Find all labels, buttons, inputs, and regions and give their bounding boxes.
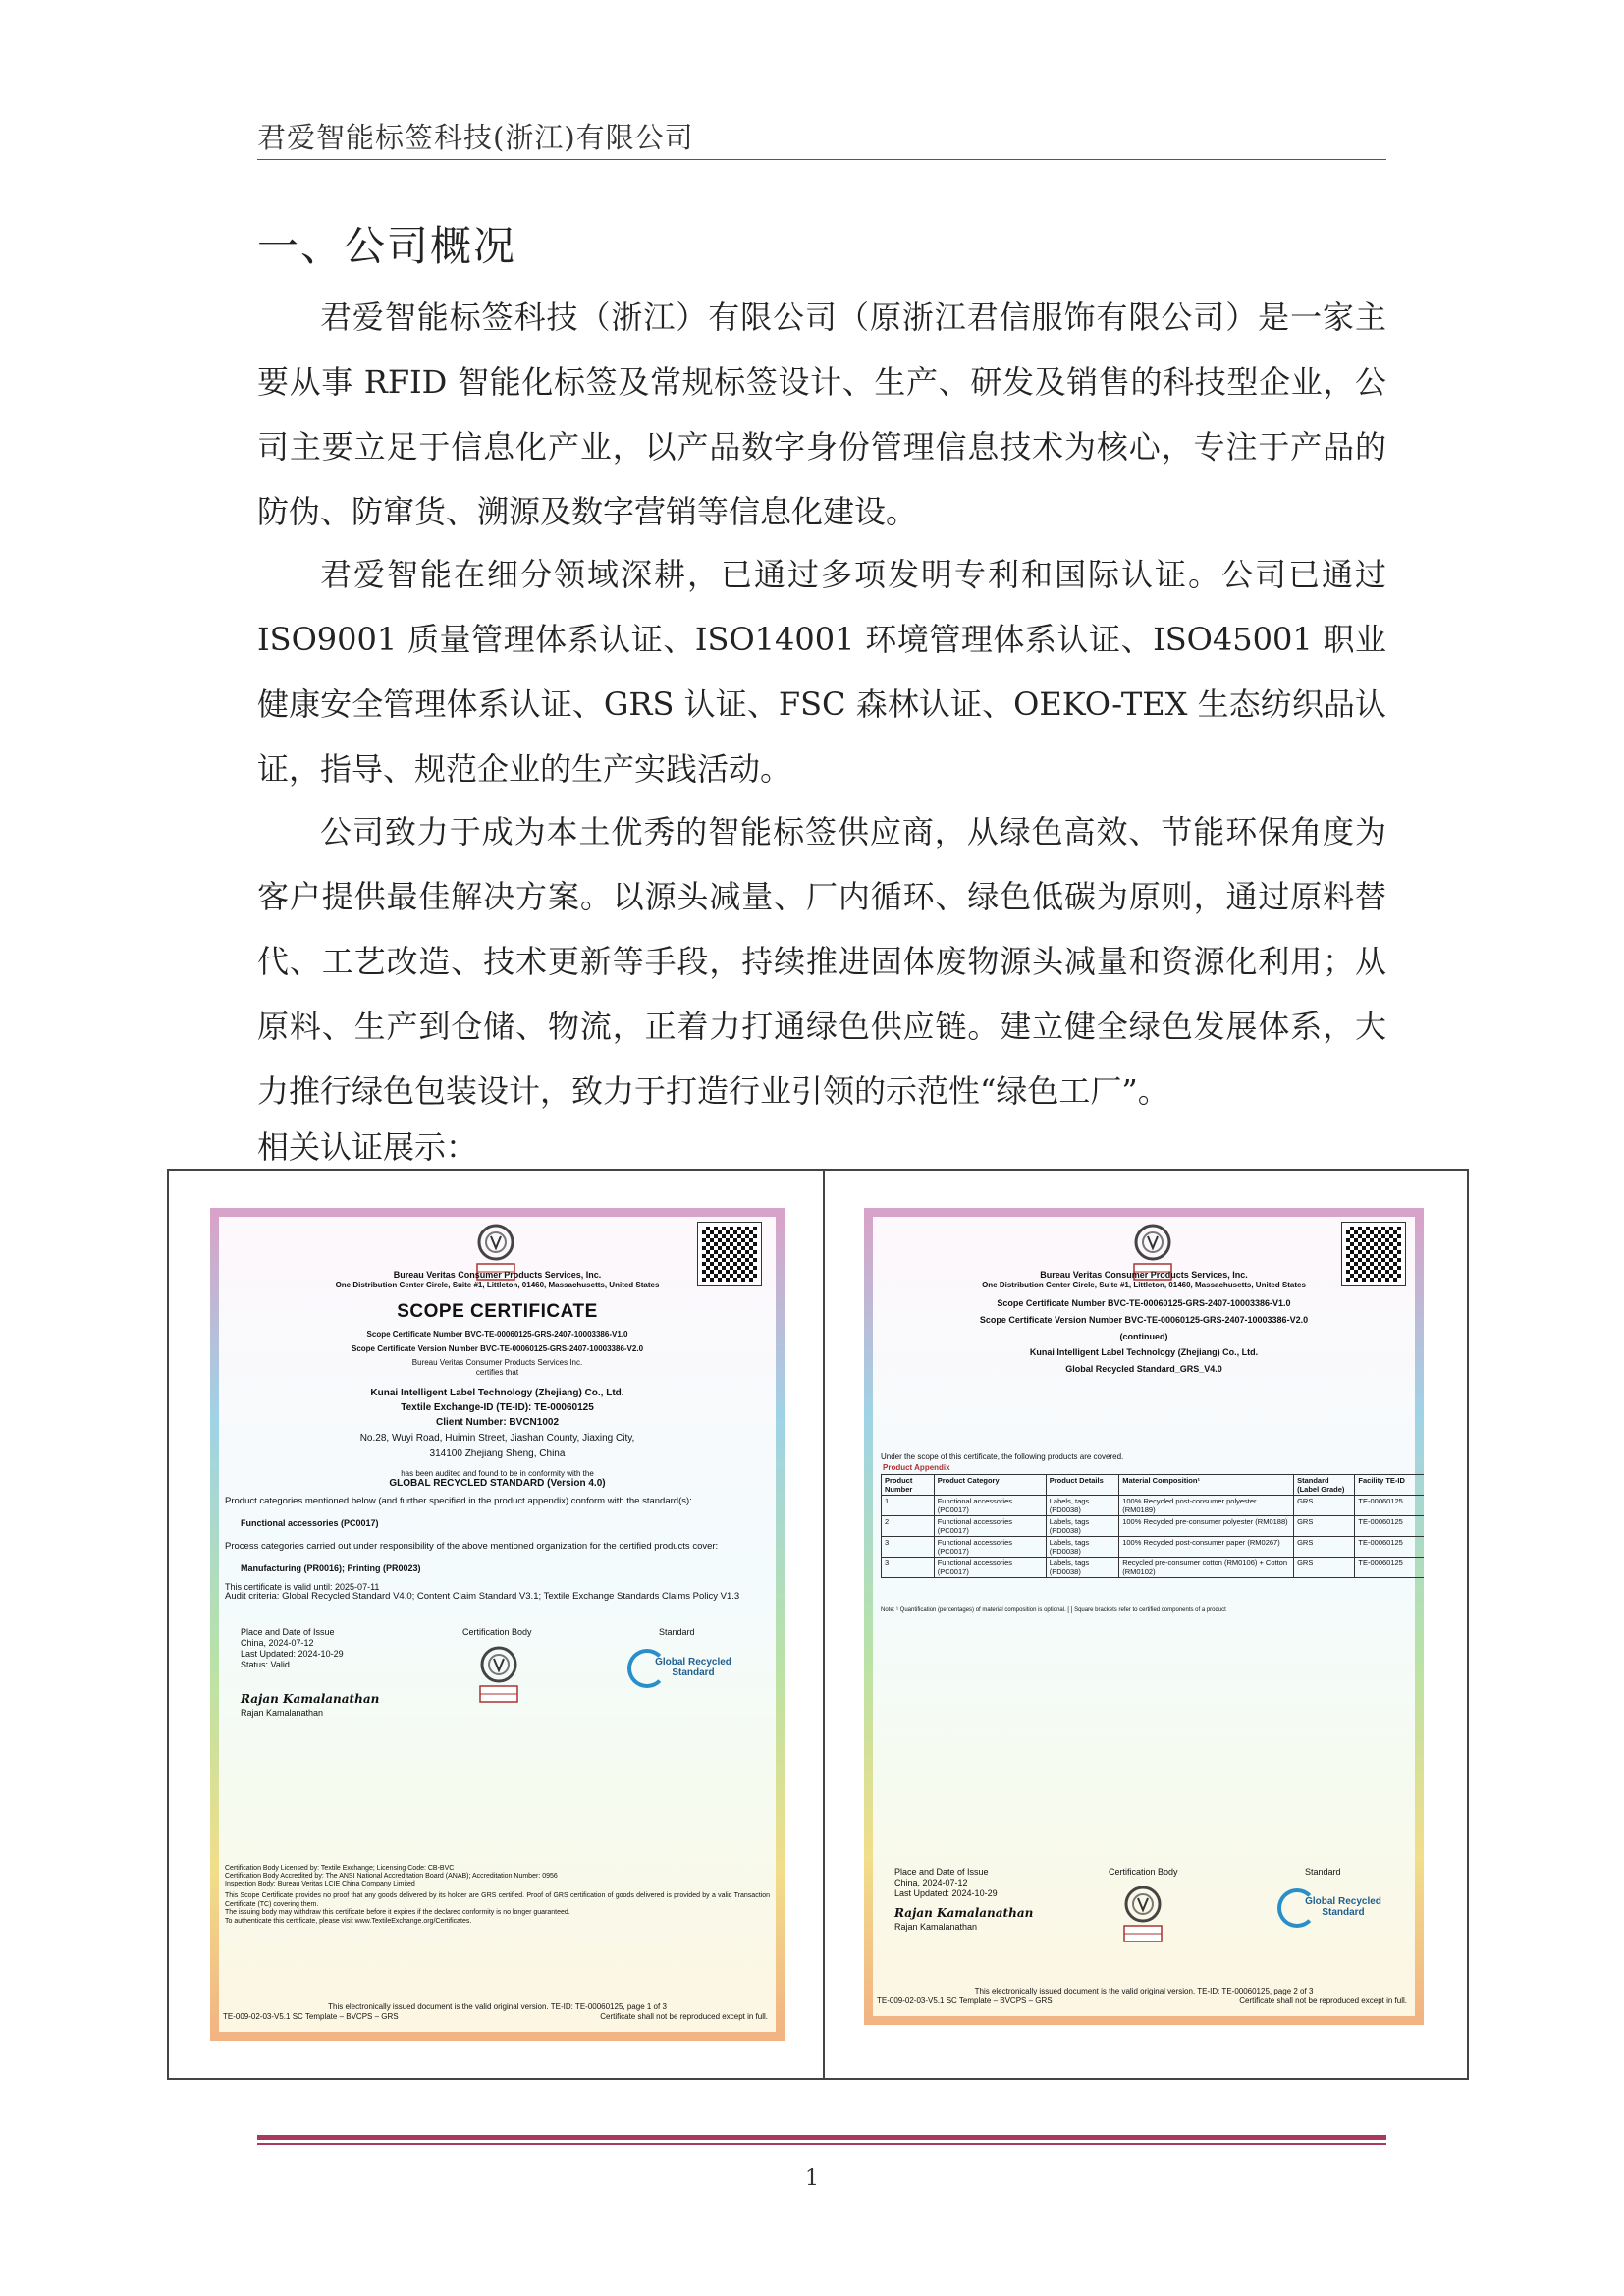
product-category-value: Functional accessories (PC0017) bbox=[241, 1518, 379, 1528]
bureau-veritas-seal-icon bbox=[1120, 1885, 1165, 1945]
electronic-original-note: This electronically issued document is the valid original version. TE-ID: TE-00060125, page 2 of 3 bbox=[974, 1987, 1314, 1995]
paragraph-green-development: 公司致力于成为本土优秀的智能标签供应商，从绿色高效、节能环保角度为客户提供最佳解决方案。以源头减量、厂内循环、绿色低碳为原则，通过原料替代、工艺改造、技术更新等手段，持续推进固体废物源头减量和资源化利用；从原料、生产到仓储、物流，正着力打通绿色供应链。建立健全绿色发展体系，大力推行绿色包装设计，致力于打造行业引领的示范性“绿色工厂”。 bbox=[257, 813, 1386, 1110]
grs-logo bbox=[627, 1647, 743, 1690]
column-header: Product Category bbox=[934, 1475, 1046, 1496]
signature: Rajan Kamalanathan bbox=[894, 1906, 1034, 1920]
continued-label: (continued) bbox=[1119, 1332, 1168, 1341]
column-header: Product Number bbox=[882, 1475, 935, 1496]
company-address-line-1: No.28, Wuyi Road, Huimin Street, Jiashan County, Jiaxing City, bbox=[359, 1433, 635, 1444]
certifies-issuer: Bureau Veritas Consumer Products Services Inc. bbox=[411, 1358, 583, 1367]
template-code: TE-009-02-03-V5.1 SC Template – BVCPS – GRS bbox=[223, 2012, 399, 2021]
table-cell: Functional accessories (PC0017) bbox=[934, 1537, 1046, 1558]
footer-rule-thin bbox=[257, 2143, 1386, 2145]
last-updated: Last Updated: 2024-10-29 bbox=[241, 1649, 344, 1659]
table-cell: 1 bbox=[882, 1496, 935, 1516]
column-header: Facility TE-ID bbox=[1355, 1475, 1424, 1496]
table-cell: TE-00060125 bbox=[1355, 1516, 1424, 1537]
scope-version-number: Scope Certificate Version Number BVC-TE-00060125-GRS-2407-10003386-V2.0 bbox=[351, 1344, 644, 1353]
grs-logo-text: Global Recycled Standard bbox=[655, 1657, 731, 1678]
table-cell: Functional accessories (PC0017) bbox=[934, 1558, 1046, 1578]
table-row bbox=[882, 1516, 1425, 1537]
place-date-label: Place and Date of Issue bbox=[894, 1867, 989, 1877]
table-cell: Labels, tags (PD0038) bbox=[1046, 1516, 1118, 1537]
place-date-value: China, 2024-07-12 bbox=[241, 1638, 314, 1648]
table-cell: 100% Recycled post-consumer polyester (RM0189) bbox=[1119, 1496, 1294, 1516]
process-categories-text: Process categories carried out under responsibility of the above mentioned organization for the certified products cover: bbox=[225, 1541, 719, 1552]
paragraph-certifications: 君爱智能在细分领域深耕，已通过多项发明专利和国际认证。公司已通过 ISO9001 质量管理体系认证、ISO14001 环境管理体系认证、ISO45001 职业健康安全管理体系认证、GRS 认证、FSC 森林认证、OEKO-TEX 生态纺织品认证，指导、规范企业的生产实践活动。 bbox=[257, 556, 1386, 788]
table-header-row bbox=[882, 1475, 1425, 1496]
scope-version-number: Scope Certificate Version Number BVC-TE-00060125-GRS-2407-10003386-V2.0 bbox=[979, 1315, 1309, 1325]
product-appendix-table bbox=[881, 1474, 1424, 1578]
fine-print-licensing: Certification Body Licensed by: Textile Exchange; Licensing Code: CB-BVC bbox=[225, 1865, 455, 1872]
process-category-value: Manufacturing (PR0016); Printing (PR0023) bbox=[241, 1563, 421, 1573]
paragraph-intro: 君爱智能标签科技（浙江）有限公司（原浙江君信服饰有限公司）是一家主要从事 RFID 智能化标签及常规标签设计、生产、研发及销售的科技型企业，公司主要立足于信息化产业，以产品数字身份管理信息技术为核心，专注于产品的防伪、防窜货、溯源及数字营销等信息化建设。 bbox=[257, 299, 1386, 530]
certificate-page-2 bbox=[864, 1208, 1424, 2025]
column-header: Material Composition¹ bbox=[1119, 1475, 1294, 1496]
certificate-body bbox=[873, 1217, 1415, 2016]
fine-print-inspection-body: Inspection Body: Bureau Veritas LCIE China Company Limited bbox=[225, 1881, 415, 1887]
reproduction-note: Certificate shall not be reproduced except in full. bbox=[600, 2012, 768, 2021]
standard-name: Global Recycled Standard_GRS_V4.0 bbox=[1065, 1364, 1222, 1374]
product-appendix-title: Product Appendix bbox=[883, 1463, 950, 1472]
fine-print-proof: This Scope Certificate provides no proof that any goods delivered by its holder are GRS certified. Proof of GRS certification of goods delivered is provided by a valid Transaction Certificate (TC) covering them. bbox=[225, 1892, 770, 1908]
company-address-line-2: 314100 Zhejiang Sheng, China bbox=[429, 1449, 566, 1459]
template-code: TE-009-02-03-V5.1 SC Template – BVCPS – GRS bbox=[877, 1996, 1053, 2005]
page-number: 1 bbox=[805, 2166, 819, 2191]
scope-note: Under the scope of this certificate, the following products are covered. bbox=[881, 1452, 1124, 1461]
table-cell: 100% Recycled pre-consumer polyester (RM0188) bbox=[1119, 1516, 1294, 1537]
client-number: Client Number: BVCN1002 bbox=[435, 1417, 560, 1428]
audit-criteria: Audit criteria: Global Recycled Standard V4.0; Content Claim Standard V3.1; Textile Exchange Standards Claims Policy V1.3 bbox=[225, 1591, 740, 1602]
certificate-title: SCOPE CERTIFICATE bbox=[397, 1301, 598, 1322]
certificate-page-1 bbox=[210, 1208, 785, 2041]
certificates-display-label: 相关认证展示： bbox=[257, 1128, 478, 1166]
signatory-name: Rajan Kamalanathan bbox=[241, 1708, 324, 1718]
table-cell: Functional accessories (PC0017) bbox=[934, 1496, 1046, 1516]
status: Status: Valid bbox=[241, 1660, 290, 1669]
grs-logo-text: Global Recycled Standard bbox=[1305, 1896, 1381, 1918]
electronic-original-note: This electronically issued document is the valid original version. TE-ID: TE-00060125, page 1 of 3 bbox=[328, 2002, 667, 2011]
table-cell: TE-00060125 bbox=[1355, 1537, 1424, 1558]
last-updated: Last Updated: 2024-10-29 bbox=[894, 1888, 998, 1898]
product-categories-text: Product categories mentioned below (and further specified in the product appendix) conform with the standard(s): bbox=[225, 1496, 692, 1506]
issuer-address: One Distribution Center Circle, Suite #1, Littleton, 01460, Massachusetts, United States bbox=[335, 1281, 660, 1289]
certification-body-label: Certification Body bbox=[1109, 1867, 1178, 1877]
table-cell: Labels, tags (PD0038) bbox=[1046, 1496, 1118, 1516]
standard-name: GLOBAL RECYCLED STANDARD (Version 4.0) bbox=[389, 1478, 606, 1489]
fine-print-authenticate: To authenticate this certificate, please visit www.TextileExchange.org/Certificates. bbox=[225, 1918, 472, 1925]
table-cell: Functional accessories (PC0017) bbox=[934, 1516, 1046, 1537]
grs-logo bbox=[1277, 1886, 1393, 1930]
header-rule bbox=[257, 159, 1386, 160]
table-row bbox=[882, 1558, 1425, 1578]
table-cell: GRS bbox=[1294, 1496, 1355, 1516]
valid-until: This certificate is valid until: 2025-07-11 bbox=[225, 1582, 380, 1592]
standard-label: Standard bbox=[1305, 1867, 1341, 1877]
table-note: Note: ¹ Quantification (percentages) of material composition is optional. [ ] Square brackets refer to certified components of a product bbox=[881, 1607, 1226, 1613]
bureau-veritas-seal-icon bbox=[476, 1645, 521, 1706]
footer-rule bbox=[257, 2135, 1386, 2140]
te-id: Textile Exchange-ID (TE-ID): TE-00060125 bbox=[401, 1402, 594, 1413]
signature: Rajan Kamalanathan bbox=[241, 1692, 380, 1706]
table-cell: Labels, tags (PD0038) bbox=[1046, 1537, 1118, 1558]
certificate-body bbox=[219, 1217, 776, 2032]
issuer-name: Bureau Veritas Consumer Products Services, Inc. bbox=[393, 1270, 602, 1280]
table-cell: Recycled pre-consumer cotton (RM0106) + Cotton (RM0102) bbox=[1119, 1558, 1294, 1578]
table-cell: TE-00060125 bbox=[1355, 1496, 1424, 1516]
table-cell: GRS bbox=[1294, 1516, 1355, 1537]
certifies-that: certifies that bbox=[475, 1368, 519, 1377]
issuer-name: Bureau Veritas Consumer Products Services, Inc. bbox=[1040, 1270, 1248, 1280]
standard-label: Standard bbox=[659, 1627, 695, 1637]
table-cell: TE-00060125 bbox=[1355, 1558, 1424, 1578]
fine-print-accreditation: Certification Body Accredited by: The ANSI National Accreditation Board (ANAB); Accreditation Number: 0956 bbox=[225, 1873, 558, 1880]
table-cell: GRS bbox=[1294, 1537, 1355, 1558]
fine-print-withdraw: The issuing body may withdraw this certificate before it expires if the declared conformity is no longer guaranteed. bbox=[225, 1909, 570, 1916]
audited-statement: has been audited and found to be in conformity with the bbox=[401, 1469, 594, 1478]
header-company-name: 君爱智能标签科技(浙江)有限公司 bbox=[257, 121, 694, 154]
table-cell: 100% Recycled post-consumer paper (RM0267) bbox=[1119, 1537, 1294, 1558]
place-date-value: China, 2024-07-12 bbox=[894, 1878, 968, 1887]
scope-certificate-number: Scope Certificate Number BVC-TE-00060125-GRS-2407-10003386-V1.0 bbox=[366, 1330, 628, 1339]
table-cell: 2 bbox=[882, 1516, 935, 1537]
table-row bbox=[882, 1496, 1425, 1516]
signatory-name: Rajan Kamalanathan bbox=[894, 1922, 978, 1932]
certificate-frame-divider bbox=[823, 1169, 825, 2080]
certified-company: Kunai Intelligent Label Technology (Zhejiang) Co., Ltd. bbox=[370, 1388, 624, 1398]
table-cell: GRS bbox=[1294, 1558, 1355, 1578]
certification-body-label: Certification Body bbox=[462, 1627, 532, 1637]
table-row bbox=[882, 1537, 1425, 1558]
table-cell: 3 bbox=[882, 1558, 935, 1578]
column-header: Standard (Label Grade) bbox=[1294, 1475, 1355, 1496]
scope-certificate-number: Scope Certificate Number BVC-TE-00060125-GRS-2407-10003386-V1.0 bbox=[997, 1298, 1291, 1308]
table-cell: Labels, tags (PD0038) bbox=[1046, 1558, 1118, 1578]
column-header: Product Details bbox=[1046, 1475, 1118, 1496]
reproduction-note: Certificate shall not be reproduced except in full. bbox=[1239, 1996, 1407, 2005]
section-heading: 一、公司概况 bbox=[257, 222, 517, 270]
table-cell: 3 bbox=[882, 1537, 935, 1558]
certified-company: Kunai Intelligent Label Technology (Zhejiang) Co., Ltd. bbox=[1029, 1347, 1259, 1357]
place-date-label: Place and Date of Issue bbox=[241, 1627, 335, 1637]
issuer-address: One Distribution Center Circle, Suite #1, Littleton, 01460, Massachusetts, United States bbox=[982, 1281, 1306, 1289]
